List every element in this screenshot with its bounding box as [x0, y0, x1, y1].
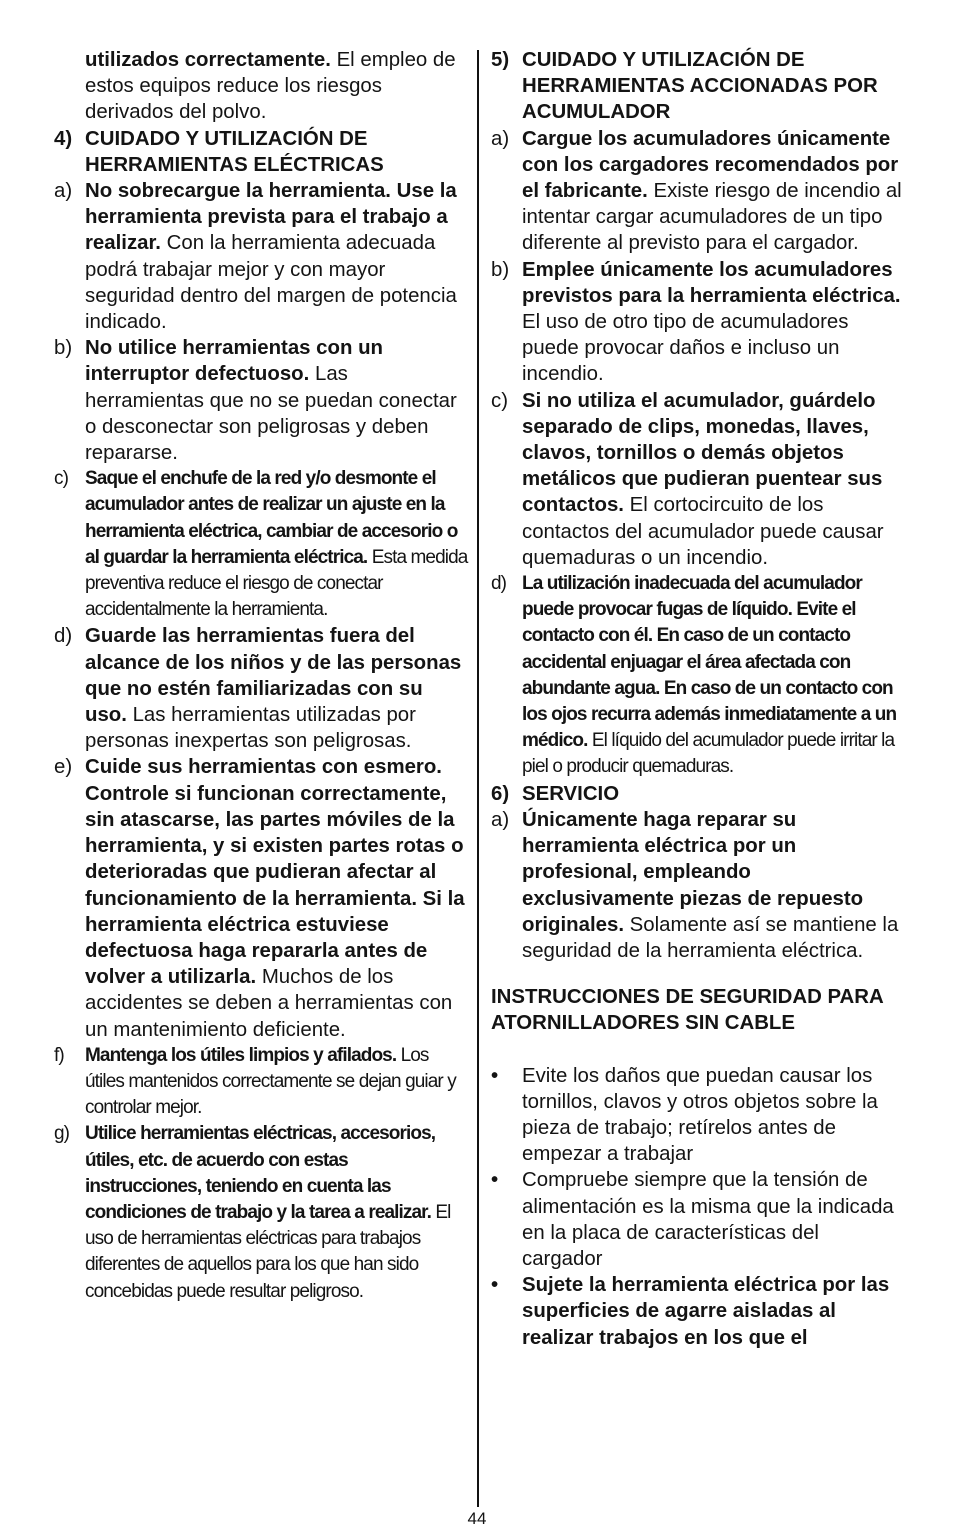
- bullet-icon: •: [491, 1274, 499, 1297]
- list-item-4b: [54, 335, 468, 466]
- item-text: Las herramientas utilizadas por personas inexpertas son peligrosas.: [85, 704, 416, 753]
- item-marker: f): [54, 1044, 64, 1066]
- bullet-icon: •: [491, 1064, 499, 1087]
- item-bold: Cargue los acumuladores únicamente con los cargadores recomendados por el fabricante.: [522, 127, 899, 203]
- item-bold: Cuide sus herramientas con esmero. Controle si funcionan correctamente, sin atascarse, las partes móviles de la herramienta, y si existen partes rotas o deterioradas que pudieran afectar al funcionamiento de la herramienta. Si la herramienta eléctrica estuviese defectuosa haga repararla antes de volver a utilizarla.: [85, 756, 465, 989]
- bullet-item: [491, 1063, 905, 1168]
- item-marker: c): [54, 468, 69, 490]
- spacer: [491, 1037, 905, 1057]
- item-marker: b): [491, 258, 510, 281]
- item-text: Muchos de los accidentes se deben a herramientas con un mantenimiento deficiente.: [85, 966, 453, 1041]
- list-item-4f: [54, 1043, 468, 1122]
- item-marker: e): [54, 756, 73, 779]
- item-text: El líquido del acumulador puede irritar la piel o producir quemaduras.: [522, 730, 895, 778]
- list-item-5d: [491, 571, 905, 781]
- item-bold: Saque el enchufe de la red y/o desmonte el acumulador antes de realizar un ajuste en la herramienta eléctrica, cambiar de accesorio o al guardar la herramienta eléctrica.: [85, 468, 458, 568]
- item-bold: Mantenga los útiles limpios y afilados.: [85, 1044, 397, 1066]
- item-text: Los útiles mantenidos correctamente se dejan guiar y controlar mejor.: [85, 1044, 456, 1119]
- item-marker: d): [54, 625, 73, 648]
- section-5-number: 5): [491, 49, 510, 71]
- bullet-text: Compruebe siempre que la tensión de alimentación es la misma que la indicada en la placa de características del cargador: [522, 1169, 894, 1270]
- item-bold: Únicamente haga reparar su herramienta eléctrica por un profesional, empleando exclusivamente piezas de repuesto originales.: [522, 808, 864, 936]
- left-column: [54, 47, 468, 1305]
- item-bold: Guarde las herramientas fuera del alcance de los niños y de las personas que no estén familiarizadas con su uso.: [85, 625, 462, 727]
- bullet-item: [491, 1167, 905, 1272]
- column-divider: [477, 50, 479, 1507]
- intro-bold: utilizados correctamente.: [85, 49, 331, 71]
- section-4-title: CUIDADO Y UTILIZACIÓN DE HERRAMIENTAS ELÉCTRICAS: [85, 127, 384, 176]
- list-item-4d: [54, 623, 468, 754]
- section-6-number: 6): [491, 782, 510, 805]
- safety-heading: INSTRUCCIONES DE SEGURIDAD PARA ATORNILLADORES SIN CABLE: [491, 986, 883, 1035]
- list-item-4e: [54, 754, 468, 1042]
- list-item-5c: [491, 388, 905, 571]
- section-5-title: CUIDADO Y UTILIZACIÓN DE HERRAMIENTAS ACCIONADAS POR ACUMULADOR: [522, 49, 878, 124]
- section-5-heading: [491, 47, 905, 126]
- list-item-5a: [491, 126, 905, 257]
- bullet-icon: •: [491, 1169, 499, 1192]
- item-text: Las herramientas que no se puedan conectar o desconectar son peligrosas y deben repararse.: [85, 363, 457, 465]
- item-bold: No utilice herramientas con un interruptor defectuoso.: [85, 337, 383, 386]
- item-marker: g): [54, 1123, 70, 1145]
- bullet-text: Evite los daños que puedan causar los tornillos, clavos y otros objetos sobre la pieza de trabajo; retírelos antes de empezar a trabajar: [522, 1064, 878, 1166]
- item-text: El uso de otro tipo de acumuladores puede provocar daños e incluso un incendio.: [522, 311, 849, 386]
- bullet-item-bold: [491, 1272, 905, 1351]
- item-bold: Emplee únicamente los acumuladores previstos para la herramienta eléctrica.: [522, 258, 901, 307]
- item-text: Con la herramienta adecuada podrá trabajar mejor y con mayor seguridad dentro del margen de potencia indicado.: [85, 232, 457, 334]
- list-item-4g: [54, 1121, 468, 1304]
- item-text: Existe riesgo de incendio al intentar cargar acumuladores de un tipo diferente al previsto para el cargador.: [522, 180, 902, 255]
- item-text: Solamente así se mantiene la seguridad de la herramienta eléctrica.: [522, 913, 899, 962]
- item-bold: Si no utiliza el acumulador, guárdelo separado de clips, monedas, llaves, clavos, tornillos o demás objetos metálicos que pudieran puentear sus contactos.: [522, 389, 883, 517]
- section-6-title: SERVICIO: [522, 782, 620, 805]
- list-item-6a: [491, 807, 905, 964]
- list-item-5b: [491, 257, 905, 388]
- right-column: [491, 47, 905, 1351]
- intro-paragraph: [54, 47, 468, 126]
- item-marker: a): [54, 180, 73, 203]
- spacer: [491, 964, 905, 984]
- item-marker: a): [491, 127, 510, 150]
- item-marker: a): [491, 808, 510, 831]
- item-marker: c): [491, 389, 508, 412]
- bullet-bold-text: Sujete la herramienta eléctrica por las superficies de agarre aisladas al realizar trabajos en los que el: [522, 1274, 890, 1349]
- item-bold: La utilización inadecuada del acumulador puede provocar fugas de líquido. Evite el contacto con él. En caso de un contacto accidental enjuagar el área afectada con abundante agua. En caso de un contacto con los ojos recurra además inmediatamente a un médico.: [522, 573, 897, 752]
- page-number: 44: [467, 1509, 487, 1528]
- list-item-4c: [54, 466, 468, 623]
- item-bold: No sobrecargue la herramienta. Use la herramienta prevista para el trabajo a realizar.: [85, 180, 457, 255]
- item-text: El cortocircuito de los contactos del acumulador puede causar quemaduras o un incendio.: [522, 494, 884, 569]
- section-4-heading: [54, 126, 468, 178]
- section-4-number: 4): [54, 127, 73, 150]
- item-marker: b): [54, 337, 73, 360]
- item-marker: d): [491, 573, 507, 595]
- list-item-4a: [54, 178, 468, 335]
- item-text: El uso de herramientas eléctricas para trabajos diferentes de aquellos para los que han sido concebidas puede resultar peligroso.: [85, 1201, 451, 1302]
- item-bold: Utilice herramientas eléctricas, accesorios, útiles, etc. de acuerdo con estas instrucciones, teniendo en cuenta las condiciones de trabajo y la tarea a realizar.: [85, 1123, 436, 1223]
- intro-text: El empleo de estos equipos reduce los riesgos derivados del polvo.: [85, 49, 456, 124]
- item-text: Esta medida preventiva reduce el riesgo de conectar accidentalmente la herramienta.: [85, 546, 468, 621]
- section-6-heading: [491, 781, 905, 807]
